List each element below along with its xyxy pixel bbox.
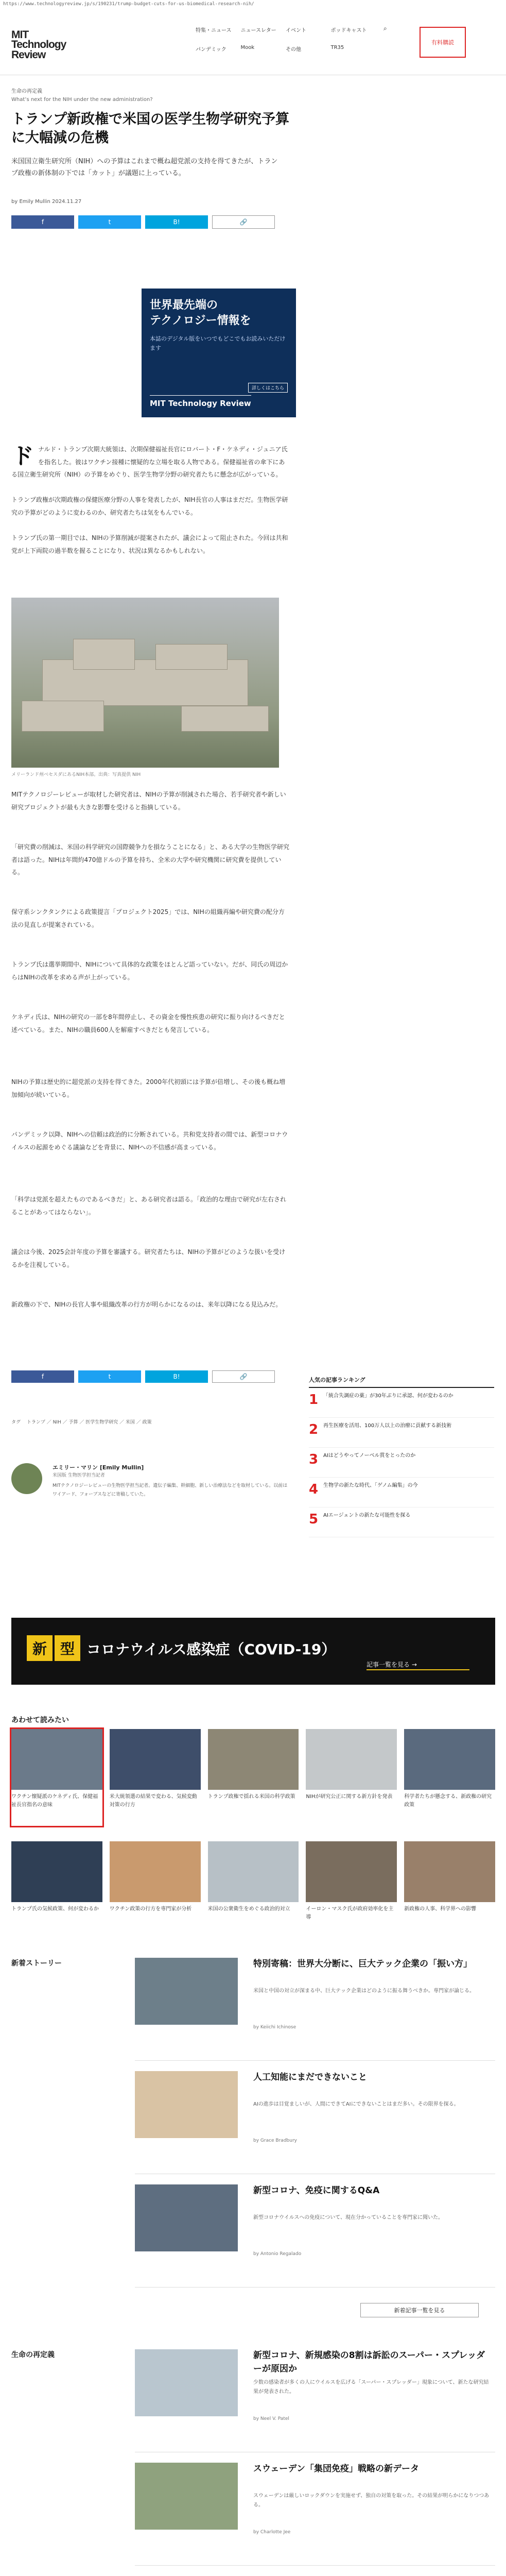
nav-item[interactable]: ニュースレター <box>240 28 276 33</box>
news-section-title: 新着ストーリー <box>11 1959 62 1968</box>
recommended-card[interactable]: 米大統領選の結果で変わる、気候変動対策の行方 <box>110 1729 201 1826</box>
paragraph-text: トランプ政権が次期政権の保健医療分野の人事を発表したが、NIH長官の人事はまだだ。生物医学研究の予算がどのように変わるのか、研究者たちは気をもんでいる。 <box>11 496 288 516</box>
site-header <box>0 9 506 75</box>
covid-underline <box>367 1669 469 1670</box>
ad-button[interactable]: 詳しくはこちら <box>248 383 288 393</box>
author-role: 米国版 生物医学担当記者 <box>53 1473 105 1478</box>
nav-item[interactable]: TR35 <box>330 45 344 50</box>
recommended-card[interactable]: トランプ政権で揺れる米国の科学政策 <box>208 1729 299 1826</box>
dropcap: ド <box>11 443 34 469</box>
subscription-ad[interactable] <box>142 289 296 417</box>
news-story[interactable]: 人工知能にまだできないこと AIの進歩は目覚ましいが、人間にできてAIにできないことはまだ多い。その限界を探る。 by Grace Bradbury <box>135 2071 495 2174</box>
nav-item[interactable]: ポッドキャスト <box>330 28 367 33</box>
nav-item[interactable]: パンデミック <box>196 47 226 53</box>
share-bar-top <box>11 215 275 229</box>
share-bar-bottom <box>11 1370 275 1383</box>
bio-story[interactable]: 新型コロナ、新規感染の8割は訴訟のスーパー・スプレッダーが原因か 少数の感染者が多くの人にウイルスを広げる「スーパー・スプレッダー」現象について、新たな研究結果が発表された。 by Neel V. Patel <box>135 2349 495 2452</box>
article-paragraph: 「科学は党派を超えたものであるべきだ」と、ある研究者は語る。「政治的な理由で研究が左右されることがあってはならない」。 <box>11 1196 287 1216</box>
nav-item[interactable]: その他 <box>286 47 301 53</box>
ad-headline: 世界最先端の テクノロジー情報を <box>150 299 251 327</box>
paragraph-text: トランプ氏の第一期目では、NIHの予算削減が提案されたが、議会によって阻止された。今回は共和党が上下両院の過半数を握ることになり、状況は異なるかもしれない。 <box>11 534 288 554</box>
covid-badge: 型 <box>55 1635 80 1661</box>
covid-more-link[interactable]: 記事一覧を見る → <box>367 1661 417 1668</box>
article-byline[interactable]: by Emily Mullin 2024.11.27 <box>11 199 82 205</box>
subscribe-button[interactable]: 有料購読 <box>420 27 466 58</box>
recommended-card[interactable]: 科学者たちが懸念する、新政権の研究政策 <box>404 1729 495 1826</box>
article-paragraph: 「研究費の削減は、米国の科学研究の国際競争力を損なうことになる」と、ある大学の生物医学研究者は語った。NIHは年間約470億ドルの予算を持ち、全米の大学や研究機関に研究費を提供している。 <box>11 843 290 876</box>
article-paragraph <box>11 443 289 557</box>
bio-story[interactable]: スウェーデン「集団免疫」戦略の新データ スウェーデンは厳しいロックダウンを実施せず、独自の対策を取った。その結果が明らかになりつつある。 by Charlotte Jee <box>135 2463 495 2566</box>
article-paragraph: 新政権の下で、NIHの長官人事や組織改革の行方が明らかになるのは、来年以降になる見込みだ。 <box>11 1301 282 1308</box>
article-tags[interactable] <box>11 1418 279 1428</box>
recommended-card[interactable]: ワクチン政策の行方を専門家が分析 <box>110 1841 201 1938</box>
site-logo[interactable] <box>11 29 66 61</box>
paragraph-text: ナルド・トランプ次期大統領は、次期保健福祉長官にロバート・F・ケネディ・ジュニア氏を指名した。彼はワクチン接種に懐疑的な立場を取る人物である。保健福祉省の傘下にある国立衛生研究所（NIH）の予算をめぐり、医学生物学分野の研究者たちに懸念が広がっている。 <box>11 446 288 479</box>
share-link-button[interactable]: 🔗 <box>212 1370 275 1383</box>
bio-section-title: 生命の再定義 <box>11 2351 55 2359</box>
news-story[interactable]: 特別寄稿：世界大分断に、巨大テック企業の「振い方」 米国と中国の対立が深まる中、巨大テック企業はどのように振る舞うべきか。専門家が論じる。 by Keiichi Ichinose <box>135 1958 495 2061</box>
article-paragraph: 議会は今後、2025会計年度の予算を審議する。研究者たちは、NIHの予算がどのような扱いを受けるかを注視している。 <box>11 1248 286 1268</box>
recommended-card[interactable]: 米国の公衆衛生をめぐる政治的対立 <box>208 1841 299 1938</box>
tags-label: タグ <box>11 1420 21 1425</box>
share-facebook-button[interactable]: f <box>11 215 74 229</box>
share-hatena-button[interactable]: B! <box>145 215 208 229</box>
article-category[interactable]: 生命の再定義 <box>11 89 42 94</box>
ranking-sidebar <box>309 1376 494 1537</box>
ad-brand: MIT Technology Review <box>150 395 251 408</box>
covid-banner[interactable] <box>11 1618 495 1685</box>
covid-title: コロナウイルス感染症（COVID-19） <box>86 1641 336 1658</box>
article-paragraph: パンデミック以降、NIHへの信頼は政治的に分断されている。共和党支持者の間では、新型コロナウイルスの起源をめぐる議論などを背景に、NIHへの不信感が高まっている。 <box>11 1131 288 1151</box>
recommended-title: あわせて読みたい <box>11 1716 69 1724</box>
logo-line: MIT <box>11 29 29 41</box>
nav-item[interactable]: イベント <box>286 28 306 33</box>
ranking-item[interactable]: 1 「統合失調症の薬」が30年ぶりに承認、何が変わるのか <box>309 1388 494 1418</box>
nav-item[interactable]: 特集・ニュース <box>196 28 232 33</box>
recommended-card[interactable]: イーロン・マスク氏が政府効率化を主導 <box>306 1841 397 1938</box>
recommended-card[interactable]: トランプ氏の気候政策、何が変わるか <box>11 1841 102 1938</box>
share-twitter-button[interactable]: t <box>78 215 141 229</box>
ranking-item[interactable]: 3 AIはどうやってノーベル賞をとったのか <box>309 1448 494 1478</box>
share-hatena-button[interactable]: B! <box>145 1370 208 1383</box>
article-paragraph: 保守系シンクタンクによる政策提言「プロジェクト2025」では、NIHの組織再編や研究費の配分方法の見直しが提案されている。 <box>11 908 285 928</box>
tags-list[interactable]: トランプ ／ NIH ／ 予算 ／ 医学生物学研究 ／ 米国 ／ 政策 <box>26 1420 152 1425</box>
logo-line: Technology <box>11 39 66 51</box>
logo-line: Review <box>11 48 46 61</box>
article-paragraph: NIHの予算は歴史的に超党派の支持を得てきた。2000年代初頭には予算が倍増し、その後も概ね増加傾向が続いている。 <box>11 1078 286 1098</box>
ranking-item[interactable]: 5 AIエージェントの新たな可能性を探る <box>309 1507 494 1537</box>
author-bio: MITテクノロジーレビューの生物医学担当記者。遺伝子編集、幹細胞、新しい治療法などを取材している。以前はワイアード、フォーブスなどに寄稿していた。 <box>53 1483 288 1498</box>
recommended-card[interactable]: NIHが研究公正に関する新方針を発表 <box>306 1729 397 1826</box>
ranking-item[interactable]: 2 再生医療を活用、100万人以上の治療に貢献する新技術 <box>309 1418 494 1448</box>
article-paragraph: トランプ氏は選挙期間中、NIHについて具体的な政策をほとんど語っていない。だが、同氏の周辺からはNIHの改革を求める声が上がっている。 <box>11 961 288 981</box>
recommended-grid <box>11 1729 495 1938</box>
recommended-card[interactable]: ワクチン懐疑派のケネディ氏、保健福祉長官指名の意味 <box>11 1729 102 1826</box>
article-title: トランプ新政権で米国の医学生物学研究予算に大幅減の危機 <box>11 111 289 146</box>
header-nav <box>196 26 376 53</box>
share-facebook-button[interactable]: f <box>11 1370 74 1383</box>
article-kicker: What’s next for the NIH under the new administration? <box>11 97 153 103</box>
nav-item[interactable]: Mook <box>240 45 255 50</box>
news-story[interactable]: 新型コロナ、免疫に関するQ&A 新型コロナウイルスへの免疫について、現在分かっていることを専門家に聞いた。 by Antonio Regalado <box>135 2184 495 2287</box>
ad-subtext: 本誌のデジタル版をいつでもどこでもお読みいただけます <box>150 335 286 351</box>
search-icon[interactable]: ⌕ <box>383 25 387 32</box>
avatar[interactable] <box>11 1463 42 1494</box>
article-lead: 米国国立衛生研究所（NIH）への予算はこれまで概ね超党派の支持を得てきたが、トランプ政権の新体制の下では「カット」が議題に上っている。 <box>11 158 278 178</box>
share-link-button[interactable]: 🔗 <box>212 215 275 229</box>
author-name[interactable]: エミリー・マリン [Emily Mullin] <box>53 1464 144 1471</box>
article-paragraph: MITテクノロジーレビューが取材した研究者は、NIHの予算が削減された場合、若手研究者や新しい研究プロジェクトが最も大きな影響を受けると指摘している。 <box>11 791 286 811</box>
photo-caption: メリーランド州ベセスダにあるNIH本部。出典：写真提供 NIH <box>11 772 141 777</box>
page-url: https://www.technologyreview.jp/s/190231/trump-budget-cuts-for-us-biomedical-research-nih/ <box>3 2 254 7</box>
news-more-button[interactable]: 新着記事一覧を見る <box>360 2303 479 2317</box>
article-paragraph: ケネディ氏は、NIHの研究の一部を8年間停止し、その資金を慢性疾患の研究に振り向けるべきだと述べている。また、NIHの職員600人を解雇すべきだとも発言している。 <box>11 1013 285 1033</box>
article-photo <box>11 598 279 768</box>
recommended-card[interactable]: 新政権の人事、科学界への影響 <box>404 1841 495 1938</box>
covid-badge: 新 <box>27 1635 53 1661</box>
share-twitter-button[interactable]: t <box>78 1370 141 1383</box>
ranking-item[interactable]: 4 生物学の新たな時代、「ゲノム編集」の今 <box>309 1478 494 1507</box>
ranking-title: 人気の記事ランキング <box>309 1376 494 1388</box>
